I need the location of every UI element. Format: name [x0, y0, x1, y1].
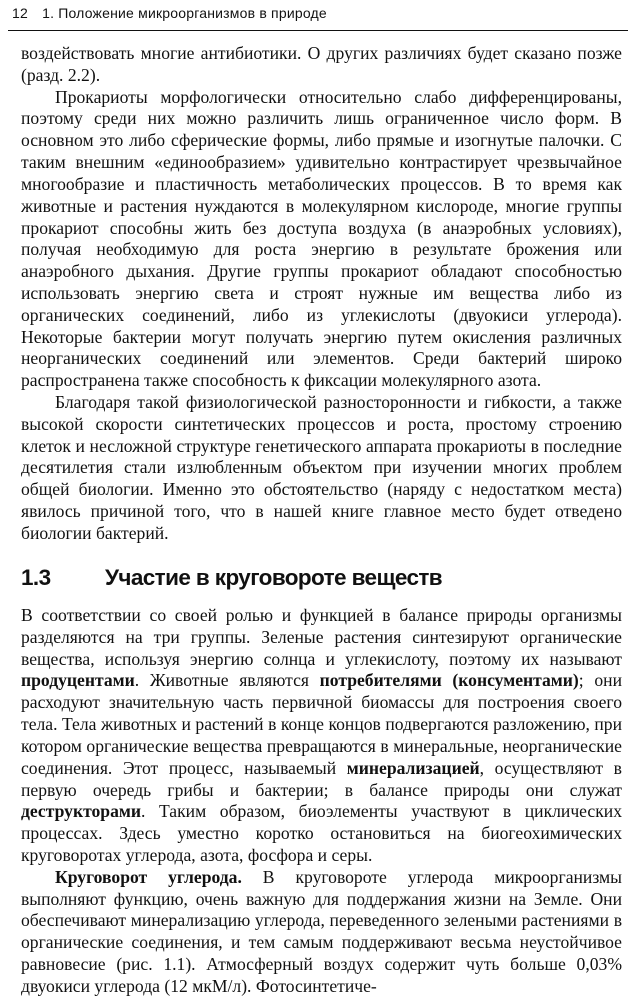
term-consumers: потребителями (консументами)	[319, 670, 579, 691]
term-mineralization: минерализацией	[346, 757, 480, 778]
paragraph-three-groups	[21, 605, 622, 867]
text-run: , осуществляют в первую очередь грибы и бактерии; в балансе природы они служат	[21, 757, 622, 800]
text-run: . Животные являются	[134, 670, 320, 691]
body-text-section	[21, 605, 622, 998]
text-run: ; они расходуют значительную часть первичной биомассы для построения своего тела. Тела животных и растений в конце концов подвергаются разложению, при котором органические вещества превращаются в минеральные, неорганические соединения. Этот процесс, называемый	[21, 670, 622, 778]
term-producers: продуцентами	[21, 670, 135, 691]
paragraph-carbon-cycle	[21, 867, 622, 998]
header-rule	[8, 30, 628, 31]
section-number: 1.3	[21, 565, 51, 590]
term-destructors: деструкторами	[21, 801, 141, 822]
paragraph-prokaryote-research: Благодаря такой физиологической разносторонности и гибкости, а также высокой скорости синтетических процессов и роста, простому строению клеток и несложной структуре генетического аппарата прокариоты в последние десятилетия стали излюбленным объектом при изучении многих проблем общей биологии. Именно это обстоятельство (наряду с недостатком места) явилось причиной того, что в нашей книге главное место будет отведено биологии бактерий.	[21, 392, 622, 543]
paragraph-prokaryote-morphology: Прокариоты морфологически относительно слабо дифференцированы, поэтому среди них можно различить лишь ограниченное число форм. В основном это либо сферические формы, либо прямые и изогнутые палочки. С таким внешним «единообразием» удивительно контрастирует чрезвычайное многообразие и пластичность метаболических процессов. В то время как животные и растения нуждаются в молекулярном кислороде, многие группы прокариот способны жить без доступа воздуха (в анаэробных условиях), получая необходимую для роста энергию в результате брожения или анаэробного дыхания. Другие группы прокариот обладают способностью использовать энергию света и строят нужные им вещества либо из органических соединений, либо из углекислоты (двуокиси углерода). Некоторые бактерии могут получать энергию путем окисления различных неорганических соединений или элементов. Среди бактерий широко распространена также способность к фиксации молекулярного азота.	[21, 86, 622, 391]
text-run: В соответствии со своей ролью и функцией в балансе природы организмы разделяются на три группы. Зеленые растения синтезируют органические вещества, используя энергию солнца и углекислоту, поэтому их называют	[21, 605, 622, 669]
paragraph-continuation: воздействовать многие антибиотики. О других различиях будет сказано позже (разд. 2.2).	[21, 43, 622, 85]
page-number: 12	[12, 5, 28, 21]
text-run: В круговороте углерода микроорганизмы выполняют функцию, очень важную для поддержания жизни на Земле. Они обеспечивают минерализацию углерода, переведенного зелеными растениями в органические соединения, и тем самым поддерживают весьма неустойчивое равновесие (рис. 1.1). Атмосферный воздух содержит чуть больше 0,03% двуокиси углерода (12 мкМ/л). Фотосинтетиче-	[21, 866, 622, 996]
running-title: 1. Положение микроорганизмов в природе	[42, 5, 327, 21]
section-heading	[21, 565, 622, 599]
running-header	[12, 5, 624, 27]
text-run: . Таким образом, биоэлементы участвуют в циклических процессах. Здесь уместно коротко остановиться на биогеохимических круговоротах углерода, азота, фосфора и серы.	[21, 801, 622, 865]
body-text-top	[21, 43, 622, 545]
section-title: Участие в круговороте веществ	[105, 565, 443, 590]
run-in-heading-carbon: Круговорот углерода.	[55, 866, 242, 887]
